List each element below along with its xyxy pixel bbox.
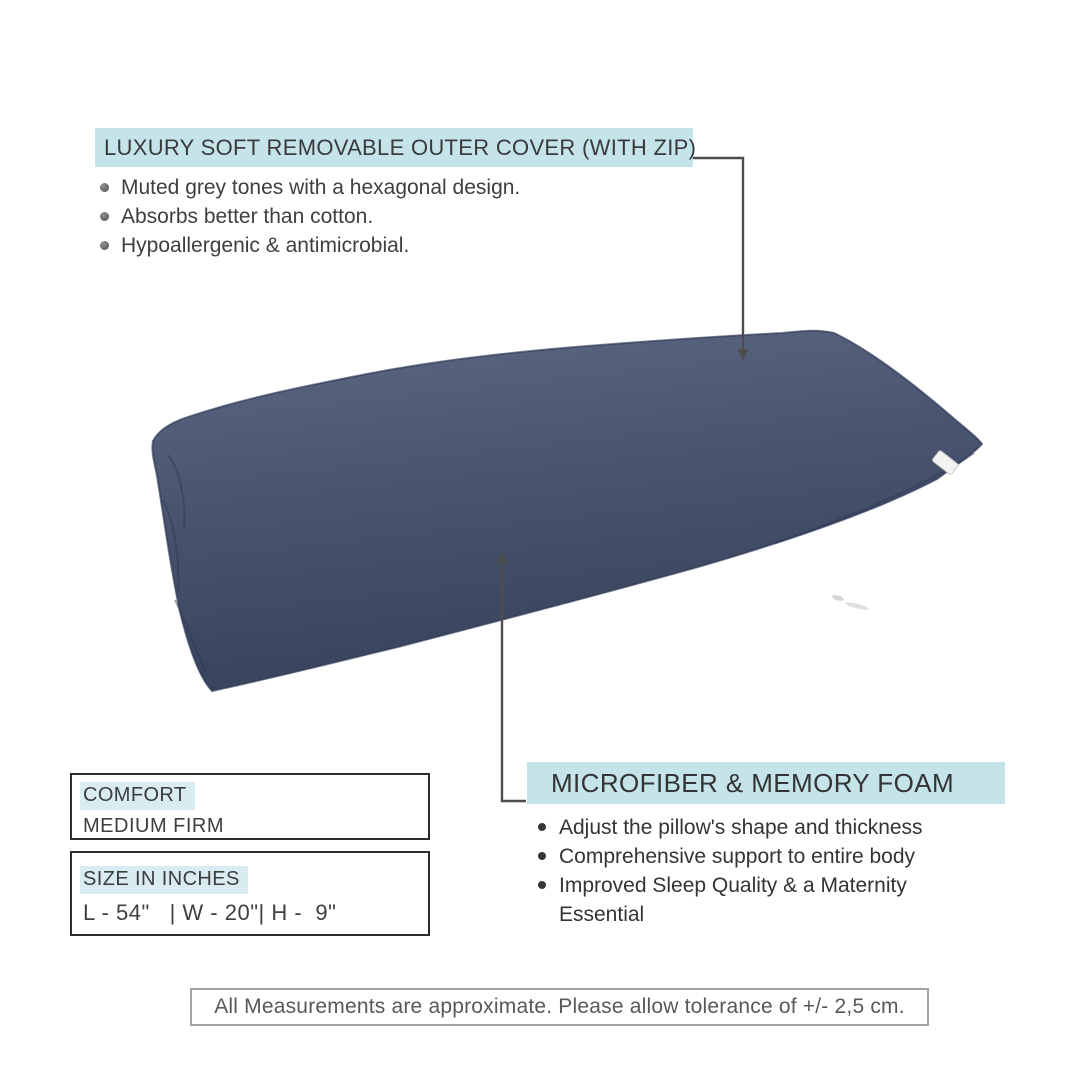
bullet-icon	[100, 183, 109, 192]
list-item	[538, 813, 940, 842]
list-item	[100, 206, 520, 228]
cover-feature-text: Muted grey tones with a hexagonal design.	[121, 176, 521, 199]
list-item	[100, 235, 520, 257]
disclaimer-text: All Measurements are approximate. Please allow tolerance of +/- 2,5 cm.	[214, 995, 905, 1018]
callout-line-cover	[693, 158, 749, 361]
list-item	[538, 842, 940, 871]
list-item	[538, 871, 940, 929]
bullet-icon	[538, 881, 546, 889]
body-pillow-image	[152, 331, 982, 691]
size-label: SIZE IN INCHES	[80, 866, 248, 894]
cover-feature-text: Absorbs better than cotton.	[121, 205, 374, 228]
bullet-icon	[100, 241, 109, 250]
filling-feature-text: Comprehensive support to entire body	[559, 845, 916, 868]
comfort-label: COMFORT	[80, 782, 195, 810]
filling-section-title: MICROFIBER & MEMORY FOAM	[527, 762, 1005, 804]
shadow-marks	[832, 594, 870, 611]
size-value: L - 54" | W - 20"| H - 9"	[83, 900, 337, 925]
cover-feature-text: Hypoallergenic & antimicrobial.	[121, 234, 410, 257]
bullet-icon	[538, 823, 546, 831]
filling-feature-text: Improved Sleep Quality & a Maternity Essential	[559, 874, 907, 926]
comfort-info-box	[70, 773, 430, 840]
cover-section-title: LUXURY SOFT REMOVABLE OUTER COVER (WITH ZIP)	[95, 128, 693, 167]
measurement-disclaimer	[190, 988, 929, 1026]
bullet-icon	[100, 212, 109, 221]
cover-feature-list	[100, 177, 520, 264]
bullet-icon	[538, 852, 546, 860]
size-info-box	[70, 851, 430, 936]
comfort-value: MEDIUM FIRM	[83, 815, 225, 837]
list-item	[100, 177, 520, 199]
filling-feature-list	[538, 813, 940, 929]
filling-feature-text: Adjust the pillow's shape and thickness	[559, 816, 923, 839]
